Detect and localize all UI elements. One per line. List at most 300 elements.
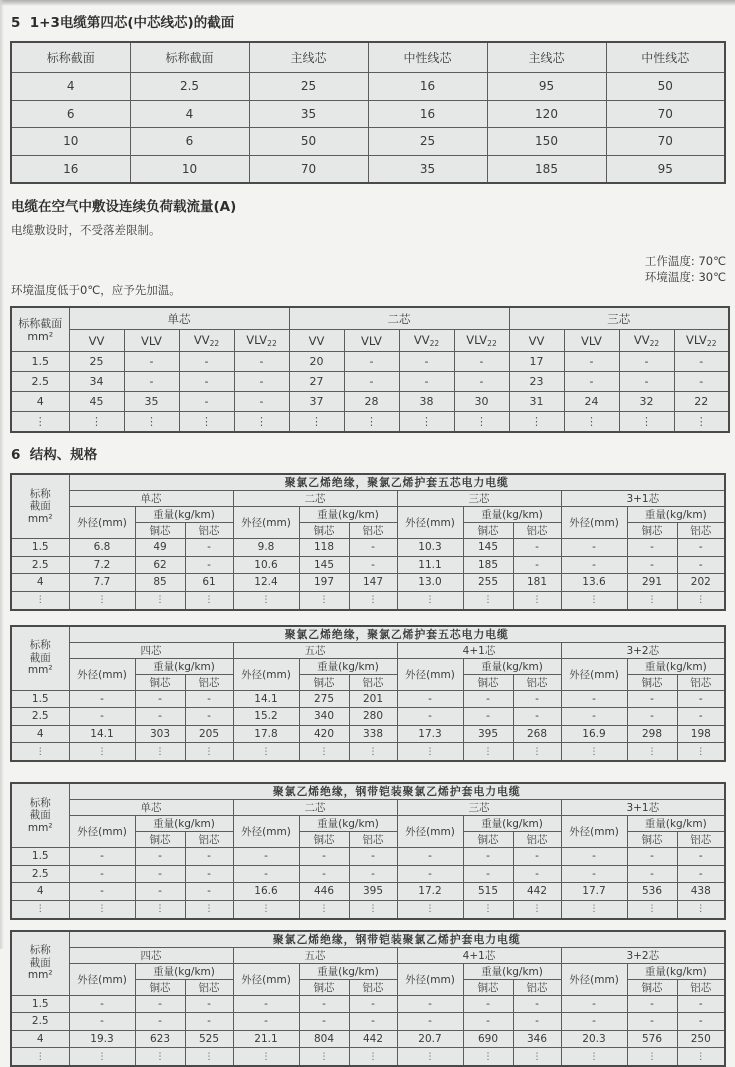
table-row bbox=[11, 1030, 725, 1048]
table-title: 聚氯乙烯绝缘，聚氯乙烯护套五芯电力电缆 bbox=[69, 474, 725, 491]
copper-core-header: 铜芯 bbox=[135, 832, 185, 848]
table-cell: ⋮ bbox=[299, 743, 349, 762]
cable-type-header bbox=[509, 330, 564, 352]
structure-table-pvc-4to3plus2-core bbox=[10, 625, 726, 763]
table-cell: ⋮ bbox=[124, 412, 179, 433]
table-cell: 13.6 bbox=[561, 574, 627, 592]
table-cell: 346 bbox=[513, 1030, 561, 1048]
table-cell: - bbox=[561, 539, 627, 557]
corner-header bbox=[11, 307, 69, 352]
table-header-row bbox=[11, 330, 729, 352]
table-cell: 70 bbox=[249, 155, 368, 183]
table-cell: - bbox=[627, 865, 677, 883]
table-cell: 10.6 bbox=[233, 556, 299, 574]
table-cell: 2.5 bbox=[11, 372, 69, 392]
table-cell: ⋮ bbox=[233, 591, 299, 610]
table-cell: ⋮ bbox=[299, 1048, 349, 1067]
table-cell: 12.4 bbox=[233, 574, 299, 592]
table-cell: - bbox=[561, 556, 627, 574]
table-cell: 525 bbox=[185, 1030, 233, 1048]
corner-line: 标称 bbox=[12, 639, 69, 652]
table-cell: 1.5 bbox=[11, 848, 69, 866]
table-cell: 185 bbox=[487, 155, 606, 183]
copper-core-header: 铜芯 bbox=[135, 674, 185, 690]
aluminum-core-header: 铝芯 bbox=[349, 523, 397, 539]
table-cell: - bbox=[299, 865, 349, 883]
table-cell: - bbox=[299, 1013, 349, 1031]
weight-header: 重量(kg/km) bbox=[299, 658, 397, 674]
table-cell: 438 bbox=[677, 883, 725, 901]
table-cell: - bbox=[463, 690, 513, 708]
weight-header: 重量(kg/km) bbox=[627, 507, 725, 523]
table-cell: 280 bbox=[349, 708, 397, 726]
structure-table-steel-armored-4to3plus2-core bbox=[10, 930, 726, 1067]
weight-header: 重量(kg/km) bbox=[463, 507, 561, 523]
table-cell: 15.2 bbox=[233, 708, 299, 726]
table-cell: ⋮ bbox=[233, 900, 299, 919]
table-header-row bbox=[11, 931, 725, 948]
table-cell: - bbox=[397, 1013, 463, 1031]
table-cell: - bbox=[299, 848, 349, 866]
table-cell: 13.0 bbox=[397, 574, 463, 592]
table-cell: 22 bbox=[674, 392, 729, 412]
table-cell: - bbox=[463, 708, 513, 726]
table-cell: - bbox=[233, 848, 299, 866]
table-cell: ⋮ bbox=[513, 591, 561, 610]
outer-diameter-header: 外径(mm) bbox=[69, 507, 135, 539]
table-cell: 145 bbox=[463, 539, 513, 557]
table-cell: 45 bbox=[69, 392, 124, 412]
corner-header bbox=[11, 931, 69, 996]
table-cell: 31 bbox=[509, 392, 564, 412]
group-header: 4+1芯 bbox=[397, 642, 561, 658]
table-cell: - bbox=[513, 865, 561, 883]
outer-diameter-header: 外径(mm) bbox=[397, 507, 463, 539]
group-header: 三芯 bbox=[509, 307, 729, 330]
table-cell: ⋮ bbox=[135, 900, 185, 919]
table-cell: 536 bbox=[627, 883, 677, 901]
table-cell: ⋮ bbox=[69, 1048, 135, 1067]
weight-header: 重量(kg/km) bbox=[627, 963, 725, 979]
table-cell: ⋮ bbox=[233, 1048, 299, 1067]
table-header-row bbox=[11, 626, 725, 643]
table-cell: 28 bbox=[344, 392, 399, 412]
table-cell: - bbox=[463, 848, 513, 866]
corner-header bbox=[11, 783, 69, 848]
cable-type-header bbox=[674, 330, 729, 352]
table-cell: 2.5 bbox=[11, 1013, 69, 1031]
table-cell: ⋮ bbox=[69, 412, 124, 433]
aluminum-core-header: 铝芯 bbox=[513, 979, 561, 995]
table-row bbox=[11, 574, 725, 592]
table-header-row bbox=[11, 474, 725, 491]
table-cell: - bbox=[561, 1013, 627, 1031]
copper-core-header: 铜芯 bbox=[627, 674, 677, 690]
copper-core-header: 铜芯 bbox=[463, 674, 513, 690]
table-row bbox=[11, 900, 725, 919]
group-header: 3+2芯 bbox=[561, 947, 725, 963]
table-cell: - bbox=[513, 995, 561, 1013]
temperature-conditions bbox=[585, 239, 726, 299]
table-cell: - bbox=[185, 865, 233, 883]
table-cell: - bbox=[234, 392, 289, 412]
cable-type-subscript: 22 bbox=[707, 339, 717, 348]
table-row bbox=[11, 591, 725, 610]
group-header: 3+1芯 bbox=[561, 491, 725, 507]
table-cell: - bbox=[561, 708, 627, 726]
table-cell: 7.7 bbox=[69, 574, 135, 592]
table-cell: - bbox=[627, 995, 677, 1013]
table-cell: - bbox=[564, 372, 619, 392]
corner-line: mm² bbox=[12, 664, 69, 677]
table-cell: - bbox=[69, 690, 135, 708]
table-row bbox=[11, 412, 729, 433]
table-cell: 34 bbox=[69, 372, 124, 392]
cable-type-subscript: 22 bbox=[487, 339, 497, 348]
table-cell: 250 bbox=[677, 1030, 725, 1048]
group-header: 单芯 bbox=[69, 307, 289, 330]
table-cell: 118 bbox=[299, 539, 349, 557]
table-cell: ⋮ bbox=[69, 900, 135, 919]
flow-capacity-heading: 电缆在空气中敷设连续负荷载流量(A) bbox=[11, 198, 726, 216]
column-header: 中性线芯 bbox=[368, 42, 487, 73]
table-row bbox=[11, 155, 725, 183]
table-row bbox=[11, 848, 725, 866]
table-cell: - bbox=[677, 848, 725, 866]
cable-type-header bbox=[619, 330, 674, 352]
table-cell: - bbox=[69, 883, 135, 901]
group-header: 三芯 bbox=[397, 800, 561, 816]
table-cell: 4 bbox=[11, 392, 69, 412]
table-cell: ⋮ bbox=[349, 743, 397, 762]
table-row bbox=[11, 743, 725, 762]
table-cell: 1.5 bbox=[11, 539, 69, 557]
table-row bbox=[11, 708, 725, 726]
outer-diameter-header: 外径(mm) bbox=[561, 507, 627, 539]
table-cell: - bbox=[185, 1013, 233, 1031]
table-cell: 50 bbox=[249, 128, 368, 156]
table-row bbox=[11, 865, 725, 883]
table-cell: - bbox=[124, 372, 179, 392]
corner-line: mm² bbox=[12, 513, 69, 526]
aluminum-core-header: 铝芯 bbox=[185, 523, 233, 539]
table-cell: - bbox=[627, 708, 677, 726]
table-cell: 395 bbox=[349, 883, 397, 901]
table-cell: ⋮ bbox=[349, 900, 397, 919]
table-cell: - bbox=[513, 690, 561, 708]
outer-diameter-header: 外径(mm) bbox=[561, 658, 627, 690]
outer-diameter-header: 外径(mm) bbox=[233, 963, 299, 995]
corner-line: mm² bbox=[12, 969, 69, 982]
aluminum-core-header: 铝芯 bbox=[677, 832, 725, 848]
copper-core-header: 铜芯 bbox=[135, 523, 185, 539]
table-row bbox=[11, 539, 725, 557]
table-cell: 95 bbox=[487, 73, 606, 101]
cable-type-header bbox=[289, 330, 344, 352]
table-cell: ⋮ bbox=[185, 743, 233, 762]
table-row bbox=[11, 883, 725, 901]
table-cell: - bbox=[344, 372, 399, 392]
table-cell: 298 bbox=[627, 725, 677, 743]
aluminum-core-header: 铝芯 bbox=[185, 674, 233, 690]
aluminum-core-header: 铝芯 bbox=[513, 523, 561, 539]
structure-table-steel-armored-1to3plus1-core bbox=[10, 782, 726, 920]
corner-line: 截面 bbox=[12, 809, 69, 822]
table-cell: - bbox=[185, 995, 233, 1013]
aluminum-core-header: 铝芯 bbox=[349, 979, 397, 995]
table-cell: 198 bbox=[677, 725, 725, 743]
outer-diameter-header: 外径(mm) bbox=[69, 963, 135, 995]
table-cell: 10 bbox=[11, 128, 130, 156]
table-cell: ⋮ bbox=[135, 1048, 185, 1067]
aluminum-core-header: 铝芯 bbox=[349, 832, 397, 848]
table-cell: 2.5 bbox=[11, 556, 69, 574]
table-cell: - bbox=[677, 865, 725, 883]
group-header: 3+1芯 bbox=[561, 800, 725, 816]
corner-header bbox=[11, 626, 69, 691]
table-cell: - bbox=[627, 539, 677, 557]
table-cell: 9.8 bbox=[233, 539, 299, 557]
table-cell: 17 bbox=[509, 352, 564, 372]
weight-header: 重量(kg/km) bbox=[135, 507, 233, 523]
aluminum-core-header: 铝芯 bbox=[513, 832, 561, 848]
table-cell: ⋮ bbox=[179, 412, 234, 433]
table-cell: ⋮ bbox=[11, 412, 69, 433]
table-cell: - bbox=[233, 865, 299, 883]
table-cell: ⋮ bbox=[69, 743, 135, 762]
table-cell: 120 bbox=[487, 100, 606, 128]
table-cell: 25 bbox=[249, 73, 368, 101]
table-cell: - bbox=[513, 848, 561, 866]
table-cell: ⋮ bbox=[677, 900, 725, 919]
corner-line: 截面 bbox=[12, 957, 69, 970]
table-cell: ⋮ bbox=[619, 412, 674, 433]
table-cell: 185 bbox=[463, 556, 513, 574]
cable-type-label: VV bbox=[414, 333, 430, 347]
table-cell: - bbox=[234, 352, 289, 372]
table-cell: 6 bbox=[130, 128, 249, 156]
table-cell: ⋮ bbox=[397, 591, 463, 610]
table-cell: 27 bbox=[289, 372, 344, 392]
weight-header: 重量(kg/km) bbox=[135, 816, 233, 832]
table-cell: 181 bbox=[513, 574, 561, 592]
group-header: 四芯 bbox=[69, 947, 233, 963]
table-cell: ⋮ bbox=[627, 900, 677, 919]
group-header: 五芯 bbox=[233, 947, 397, 963]
table-cell: 23 bbox=[509, 372, 564, 392]
table-cell: ⋮ bbox=[561, 591, 627, 610]
table-cell: - bbox=[185, 848, 233, 866]
corner-line: mm² bbox=[12, 822, 69, 835]
corner-line: 截面 bbox=[12, 652, 69, 665]
table-row bbox=[11, 1048, 725, 1067]
cable-type-label: VV bbox=[309, 334, 325, 348]
table-cell: - bbox=[397, 708, 463, 726]
table-cell: 255 bbox=[463, 574, 513, 592]
table-cell: - bbox=[627, 848, 677, 866]
outer-diameter-header: 外径(mm) bbox=[397, 658, 463, 690]
table-header-row bbox=[11, 507, 725, 523]
cable-type-label: VLV bbox=[141, 334, 162, 348]
table-cell: - bbox=[674, 372, 729, 392]
table-cell: - bbox=[135, 690, 185, 708]
table-cell: - bbox=[185, 690, 233, 708]
table-cell: 95 bbox=[606, 155, 725, 183]
table-cell: - bbox=[463, 865, 513, 883]
table-cell: 49 bbox=[135, 539, 185, 557]
cable-type-subscript: 22 bbox=[210, 339, 220, 348]
table-cell: 303 bbox=[135, 725, 185, 743]
table-cell: ⋮ bbox=[349, 1048, 397, 1067]
table-cell: - bbox=[349, 995, 397, 1013]
table-cell: ⋮ bbox=[135, 743, 185, 762]
table-cell: - bbox=[397, 995, 463, 1013]
cable-type-label: VLV bbox=[466, 333, 487, 347]
table-cell: - bbox=[135, 883, 185, 901]
table-cell: 25 bbox=[69, 352, 124, 372]
table-cell: 17.7 bbox=[561, 883, 627, 901]
table-cell: 420 bbox=[299, 725, 349, 743]
table-cell: ⋮ bbox=[397, 1048, 463, 1067]
table-header-row bbox=[11, 800, 725, 816]
table-cell: 340 bbox=[299, 708, 349, 726]
cable-type-label: VLV bbox=[246, 333, 267, 347]
table-cell: 145 bbox=[299, 556, 349, 574]
table-header-row bbox=[11, 658, 725, 674]
table-cell: ⋮ bbox=[513, 900, 561, 919]
table-cell: - bbox=[513, 556, 561, 574]
table-cell: - bbox=[69, 995, 135, 1013]
table-cell: - bbox=[674, 352, 729, 372]
outer-diameter-header: 外径(mm) bbox=[233, 816, 299, 848]
table-cell: ⋮ bbox=[561, 1048, 627, 1067]
table-cell: 10.3 bbox=[397, 539, 463, 557]
cable-type-subscript: 22 bbox=[650, 339, 660, 348]
table-cell: ⋮ bbox=[11, 900, 69, 919]
weight-header: 重量(kg/km) bbox=[463, 963, 561, 979]
table-row bbox=[11, 1013, 725, 1031]
table-cell: - bbox=[561, 865, 627, 883]
table-cell: 17.8 bbox=[233, 725, 299, 743]
table-cell: - bbox=[399, 352, 454, 372]
outer-diameter-header: 外径(mm) bbox=[69, 658, 135, 690]
copper-core-header: 铜芯 bbox=[299, 523, 349, 539]
fourth-core-section-table bbox=[10, 41, 726, 184]
table-cell: ⋮ bbox=[135, 591, 185, 610]
table-cell: ⋮ bbox=[674, 412, 729, 433]
table-cell: 2.5 bbox=[11, 865, 69, 883]
table-cell: - bbox=[185, 708, 233, 726]
table-cell: 205 bbox=[185, 725, 233, 743]
table-cell: 338 bbox=[349, 725, 397, 743]
table-cell: ⋮ bbox=[399, 412, 454, 433]
weight-header: 重量(kg/km) bbox=[299, 507, 397, 523]
table-cell: 1.5 bbox=[11, 995, 69, 1013]
group-header: 二芯 bbox=[233, 491, 397, 507]
aluminum-core-header: 铝芯 bbox=[513, 674, 561, 690]
table-cell: - bbox=[627, 556, 677, 574]
table-cell: 395 bbox=[463, 725, 513, 743]
corner-line: 标称 bbox=[12, 944, 69, 957]
table-cell: - bbox=[349, 848, 397, 866]
corner-line: 标称 bbox=[12, 488, 69, 501]
table-cell: ⋮ bbox=[627, 743, 677, 762]
outer-diameter-header: 外径(mm) bbox=[397, 816, 463, 848]
table-cell: - bbox=[135, 848, 185, 866]
cable-type-header bbox=[399, 330, 454, 352]
table-header-row bbox=[11, 42, 725, 73]
copper-core-header: 铜芯 bbox=[627, 523, 677, 539]
column-header: 主线芯 bbox=[487, 42, 606, 73]
table-cell: 2.5 bbox=[130, 73, 249, 101]
table-cell: ⋮ bbox=[299, 900, 349, 919]
corner-line: 标称截面 bbox=[12, 317, 69, 330]
table-cell: 19.3 bbox=[69, 1030, 135, 1048]
table-cell: 623 bbox=[135, 1030, 185, 1048]
cable-type-label: VV bbox=[89, 334, 105, 348]
table-cell: ⋮ bbox=[349, 591, 397, 610]
air-laying-current-table bbox=[10, 306, 730, 433]
table-row bbox=[11, 690, 725, 708]
table-cell: 11.1 bbox=[397, 556, 463, 574]
table-cell: 442 bbox=[513, 883, 561, 901]
table-cell: ⋮ bbox=[627, 1048, 677, 1067]
table-row bbox=[11, 556, 725, 574]
table-cell: 14.1 bbox=[233, 690, 299, 708]
copper-core-header: 铜芯 bbox=[299, 674, 349, 690]
table-cell: ⋮ bbox=[561, 900, 627, 919]
table-cell: 32 bbox=[619, 392, 674, 412]
table-cell: 50 bbox=[606, 73, 725, 101]
table-cell: ⋮ bbox=[677, 591, 725, 610]
page-content bbox=[0, 14, 735, 1067]
group-header: 3+2芯 bbox=[561, 642, 725, 658]
aluminum-core-header: 铝芯 bbox=[677, 523, 725, 539]
aluminum-core-header: 铝芯 bbox=[677, 979, 725, 995]
column-header: 标称截面 bbox=[130, 42, 249, 73]
table-cell: - bbox=[397, 865, 463, 883]
table-cell: ⋮ bbox=[509, 412, 564, 433]
table-cell: - bbox=[564, 352, 619, 372]
table-cell: ⋮ bbox=[11, 743, 69, 762]
group-header: 四芯 bbox=[69, 642, 233, 658]
table-title: 聚氯乙烯绝缘，钢带铠装聚氯乙烯护套电力电缆 bbox=[69, 783, 725, 800]
table-cell: 16 bbox=[368, 73, 487, 101]
table-cell: - bbox=[135, 865, 185, 883]
table-cell: 10 bbox=[130, 155, 249, 183]
table-cell: - bbox=[344, 352, 399, 372]
outer-diameter-header: 外径(mm) bbox=[233, 658, 299, 690]
aluminum-core-header: 铝芯 bbox=[185, 979, 233, 995]
table-cell: ⋮ bbox=[463, 743, 513, 762]
ambient-temperature: 环境温度: 30℃ bbox=[645, 270, 726, 284]
table-cell: 25 bbox=[368, 128, 487, 156]
aluminum-core-header: 铝芯 bbox=[349, 674, 397, 690]
table-cell: ⋮ bbox=[185, 1048, 233, 1067]
table-cell: ⋮ bbox=[234, 412, 289, 433]
table-cell: 16 bbox=[368, 100, 487, 128]
cable-type-subscript: 22 bbox=[267, 339, 277, 348]
table-cell: 4 bbox=[11, 574, 69, 592]
table-cell: 30 bbox=[454, 392, 509, 412]
section6-heading: 6 结构、规格 bbox=[11, 446, 726, 464]
table-cell: - bbox=[349, 556, 397, 574]
table-cell: - bbox=[349, 865, 397, 883]
cable-type-label: VLV bbox=[686, 333, 707, 347]
weight-header: 重量(kg/km) bbox=[627, 816, 725, 832]
weight-header: 重量(kg/km) bbox=[627, 658, 725, 674]
cable-type-header bbox=[179, 330, 234, 352]
